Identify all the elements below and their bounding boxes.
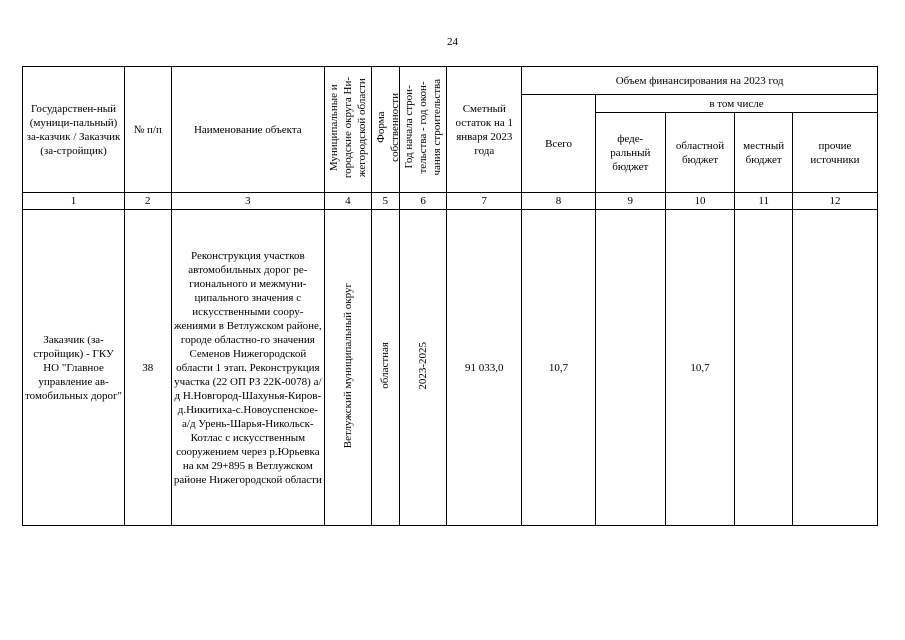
row-regional: 10,7	[665, 210, 735, 526]
row-years	[399, 210, 446, 526]
header-years-text: Год начала строи- тельства - год окон- чания строительства	[403, 79, 444, 176]
row-total: 10,7	[522, 210, 596, 526]
column-number: 7	[447, 193, 522, 210]
column-number: 11	[735, 193, 793, 210]
table-row	[23, 210, 878, 526]
column-number: 6	[399, 193, 446, 210]
row-estimate-balance: 91 033,0	[447, 210, 522, 526]
row-municipality	[325, 210, 371, 526]
header-ownership-text: Форма собственности	[374, 93, 401, 162]
header-municipality	[325, 67, 371, 193]
row-municipality-text: Ветлужский муниципальный округ	[341, 282, 354, 449]
column-number: 10	[665, 193, 735, 210]
row-federal	[595, 210, 665, 526]
row-ownership-text: областная	[379, 342, 392, 389]
column-number: 3	[171, 193, 325, 210]
header-total: Всего	[522, 95, 596, 193]
row-other	[792, 210, 877, 526]
header-municipality-text: Муниципальные и городские округа Ни- жегородской области	[328, 76, 369, 179]
header-ownership	[371, 67, 399, 193]
financing-table	[22, 66, 878, 526]
column-number-row	[23, 193, 878, 210]
header-number: № п/п	[125, 67, 171, 193]
column-number: 9	[595, 193, 665, 210]
page-number: 24	[447, 36, 458, 48]
header-federal: феде-ральный бюджет	[595, 113, 665, 193]
header-years	[399, 67, 446, 193]
row-years-text: 2023-2025	[417, 341, 430, 390]
row-number: 38	[125, 210, 171, 526]
header-object-name: Наименование объекта	[171, 67, 325, 193]
header-customer: Государствен-ный (муници-пальный) за-казчик / Заказчик (за-стройщик)	[23, 67, 125, 193]
column-number: 12	[792, 193, 877, 210]
row-local	[735, 210, 793, 526]
row-object-name: Реконструкция участков автомобильных дорог ре-гионального и межмуни-ципального значения с искусственными соору-жениями в Ветлужском районе, городе областно-го значения Семенов Нижегородской области 1 этап. Реконструкция участка (22 ОП РЗ 22К-0078) а/д Н.Новгород-Шахунья-Киров-д.Никитиха-с.Новоуспенское- а/д Урень-Шарья-Никольск-Котлас с искусственным сооружением через р.Юрьевка на км 29+895 в Ветлужском районе Нижегородской области	[171, 210, 325, 526]
header-local: местный бюджет	[735, 113, 793, 193]
column-number: 5	[371, 193, 399, 210]
header-row-1	[23, 67, 878, 95]
header-other: прочие источники	[792, 113, 877, 193]
column-number: 8	[522, 193, 596, 210]
column-number: 4	[325, 193, 371, 210]
column-number: 1	[23, 193, 125, 210]
header-financing-volume: Объем финансирования на 2023 год	[522, 67, 878, 95]
header-regional: областной бюджет	[665, 113, 735, 193]
header-including: в том числе	[595, 95, 877, 113]
row-customer: Заказчик (за-стройщик) - ГКУ НО "Главное управление ав-томобильных дорог"	[23, 210, 125, 526]
row-ownership	[371, 210, 399, 526]
header-estimate-balance: Сметный остаток на 1 января 2023 года	[447, 67, 522, 193]
column-number: 2	[125, 193, 171, 210]
